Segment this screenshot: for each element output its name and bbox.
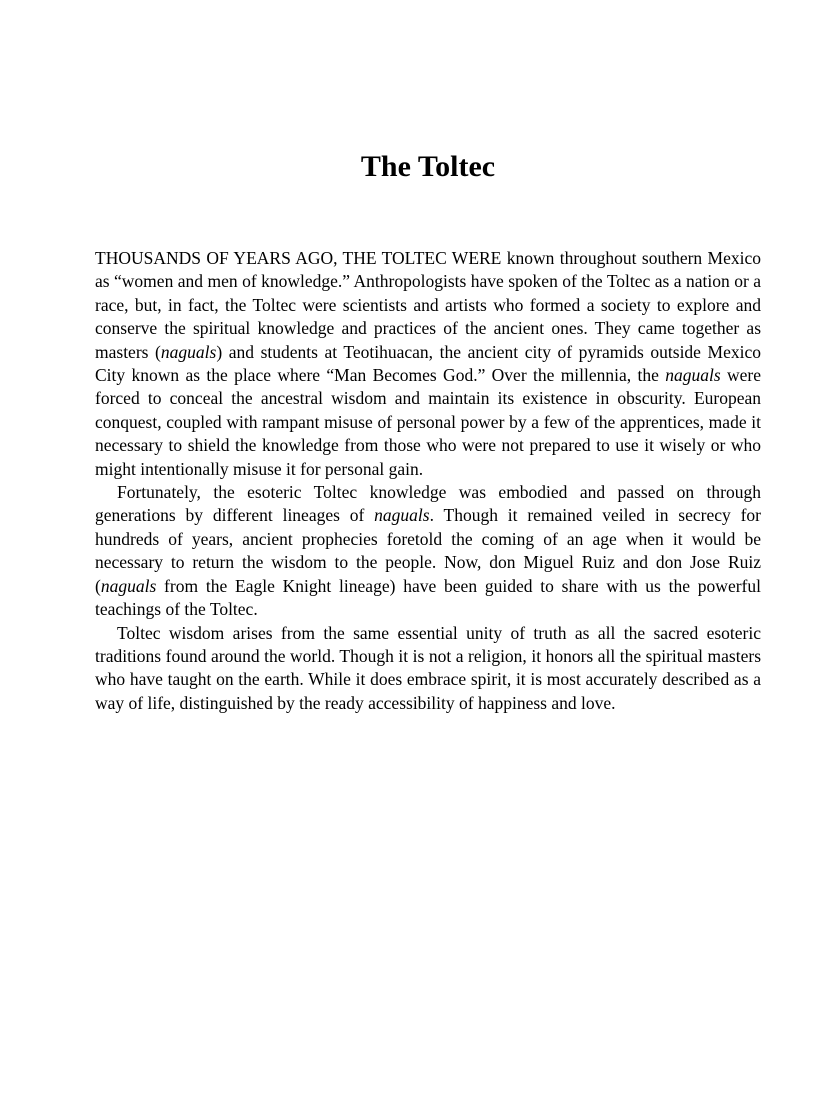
text-run: from the Eagle Knight lineage) have been guided to share with us the powerful teachings of the Toltec. xyxy=(95,575,761,620)
text-run: Fortunately, the esoteric Toltec knowledge was embodied and passed on through generations by different lineages of xyxy=(95,482,761,526)
text-run: were forced to conceal the ancestral wisdom and maintain its existence in obscurity. European conquest, coupled with rampant misuse of personal power by a few of the apprentices, made it necessary to shield the knowledge from those who were not prepared to use it wisely or who might intentionally misuse it for personal gain. xyxy=(95,365,761,479)
text-run: Toltec wisdom arises from the same essential unity of truth as all the sacred esoteric traditions found around the world. Though it is not a religion, it honors all the spiritual masters who have taught on the earth. While it does embrace spirit, it is most accurately described as a way of life, distinguished by the ready accessibility of happiness and love. xyxy=(95,622,761,713)
body-text xyxy=(95,247,761,715)
chapter-title: The Toltec xyxy=(360,150,496,183)
text-run-italic: naguals xyxy=(160,341,217,362)
paragraph-2 xyxy=(95,481,761,621)
text-run: ) and students at Teotihuacan, the ancient city of pyramids outside Mexico City known as the place where “Man Becomes God.” Over the millennia, the xyxy=(95,341,761,386)
text-run-italic: naguals xyxy=(665,365,721,386)
text-run: . Though it remained veiled in secrecy for hundreds of years, ancient prophecies foretold the coming of an age when it would be necessary to return the wisdom to the people. Now, don Miguel Ruiz and don Jose Ruiz ( xyxy=(95,505,761,596)
paragraph-3 xyxy=(95,622,761,716)
text-run-italic: naguals xyxy=(374,505,430,526)
paragraph-1 xyxy=(95,247,761,481)
text-run-italic: naguals xyxy=(100,575,157,596)
text-run: THOUSANDS OF YEARS AGO, THE TOLTEC WERE known throughout southern Mexico as “women and men of knowledge.” Anthropologists have spoken of the Toltec as a nation or a race, but, in fact, the Toltec were scientists and artists who formed a society to explore and conserve the spiritual knowledge and practices of the ancient ones. They came together as masters ( xyxy=(95,248,761,362)
